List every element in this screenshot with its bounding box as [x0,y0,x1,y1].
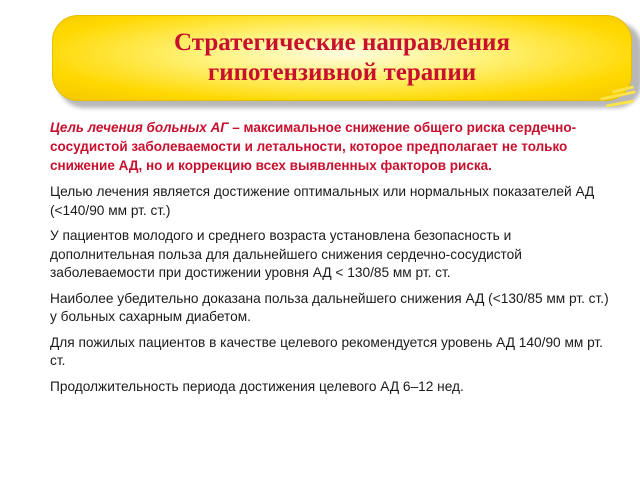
slide-title-line-1: Стратегические направления [174,29,510,56]
lead-statement [50,118,615,175]
slide-body [50,118,615,403]
body-paragraph-4: Для пожилых пациентов в качестве целевого рекомендуется уровень АД 140/90 мм рт. ст. [50,334,603,368]
lead-text: – максимальное снижение общего риска сердечно-сосудистой заболеваемости и летальности, которое предполагает не только снижение АД, но и коррекцию всех выявленных факторов риска. [50,120,577,173]
body-paragraph-1: Целью лечения является достижение оптимальных или нормальных показателей АД (<140/90 мм рт. ст.) [50,184,595,218]
body-paragraph-5: Продолжительность периода достижения целевого АД 6–12 нед. [50,378,464,394]
body-paragraph-2: У пациентов молодого и среднего возраста установлена безопасность и дополнительная польза для дальнейшего снижения сердечно-сосудистой заболеваемости при достижении уровня АД < 130/85 мм рт. ст. [50,228,522,280]
title-banner [52,15,632,101]
body-paragraph-3: Наиболее убедительно доказана польза дальнейшего снижения АД (<130/85 мм рт. ст.) у больных сахарным диабетом. [50,290,609,324]
slide-title-line-2: гипотензивной терапии [207,59,477,86]
lead-term: Цель лечения больных АГ [50,120,229,135]
